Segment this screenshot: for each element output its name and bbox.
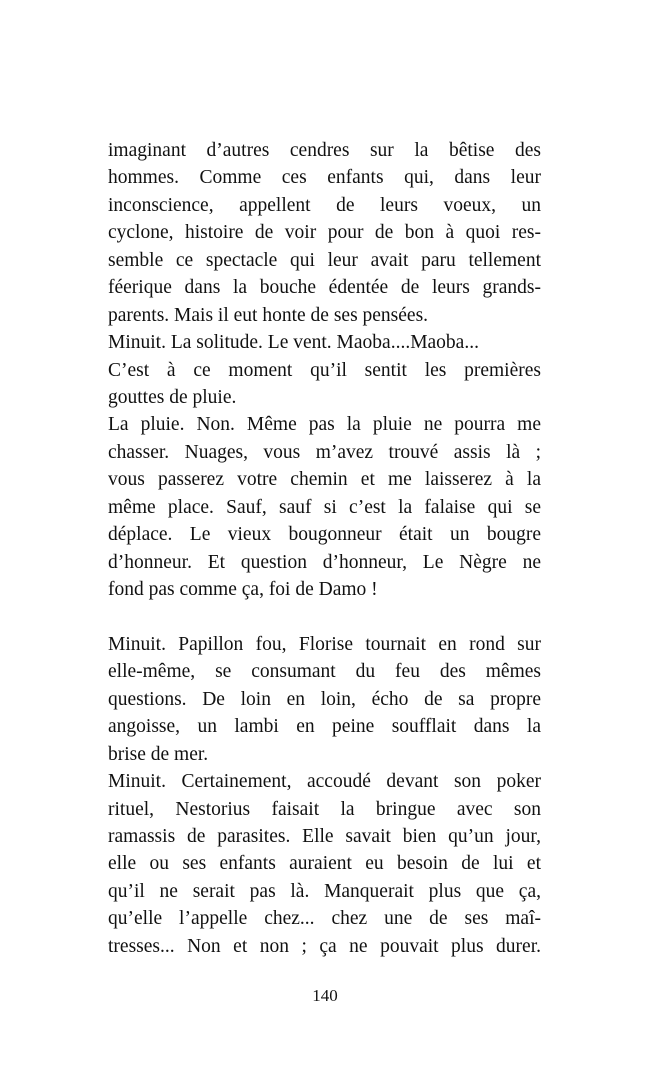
- text-line: Minuit. Papillon fou, Florise tournait en rond sur: [108, 633, 541, 655]
- text-line: qu’elle l’appelle chez... chez une de ses maî-: [108, 908, 541, 930]
- text-line: rituel, Nestorius faisait la bringue avec son: [108, 798, 541, 820]
- paragraph: [108, 329, 541, 356]
- text-line: C’est à ce moment qu’il sentit les premières: [108, 359, 541, 381]
- page-number: 140: [312, 986, 338, 1005]
- text-line: hommes. Comme ces enfants qui, dans leur: [108, 167, 541, 189]
- text-line: fond pas comme ça, foi de Damo !: [108, 579, 378, 600]
- text-line: féerique dans la bouche édentée de leurs grands-: [108, 277, 541, 299]
- text-line: angoisse, un lambi en peine soufflait dans la: [108, 716, 541, 738]
- text-line: brise de mer.: [108, 743, 209, 765]
- text-line: cyclone, histoire de voir pour de bon à quoi res-: [108, 222, 541, 244]
- text-line: chasser. Nuages, vous m’avez trouvé assis là ;: [108, 441, 541, 463]
- paragraph: [108, 411, 541, 603]
- page-body-text: [108, 137, 541, 960]
- text-line: elle-même, se consumant du feu des mêmes: [108, 661, 541, 683]
- text-line: ramassis de parasites. Elle savait bien qu’un jour,: [108, 825, 541, 847]
- text-line: tresses... Non et non ; ça ne pouvait plus durer.: [108, 935, 541, 957]
- paragraph-spacer: [108, 603, 541, 630]
- text-line: La pluie. Non. Même pas la pluie ne pourra me: [108, 414, 541, 436]
- text-line: parents. Mais il eut honte de ses pensées.: [108, 304, 429, 326]
- text-line: même place. Sauf, sauf si c’est la falaise qui se: [108, 496, 541, 518]
- paragraph: [108, 137, 541, 329]
- text-line: questions. De loin en loin, écho de sa propre: [108, 688, 541, 710]
- text-line: Minuit. Certainement, accoudé devant son poker: [108, 771, 541, 793]
- text-line: gouttes de pluie.: [108, 386, 237, 408]
- text-line: inconscience, appellent de leurs voeux, un: [108, 194, 541, 216]
- paragraph: [108, 631, 541, 768]
- paragraph: [108, 768, 541, 960]
- text-line: elle ou ses enfants auraient eu besoin de lui et: [108, 853, 541, 875]
- text-line: imaginant d’autres cendres sur la bêtise des: [108, 140, 541, 161]
- text-line: vous passerez votre chemin et me laisserez à la: [108, 469, 541, 491]
- text-line: d’honneur. Et question d’honneur, Le Nègre ne: [108, 551, 541, 573]
- paragraph: [108, 357, 541, 412]
- text-line: qu’il ne serait pas là. Manquerait plus que ça,: [108, 880, 541, 902]
- text-line: Minuit. La solitude. Le vent. Maoba....Maoba...: [108, 332, 479, 354]
- text-line: déplace. Le vieux bougonneur était un bougre: [108, 524, 541, 546]
- text-line: semble ce spectacle qui leur avait paru tellement: [108, 249, 541, 271]
